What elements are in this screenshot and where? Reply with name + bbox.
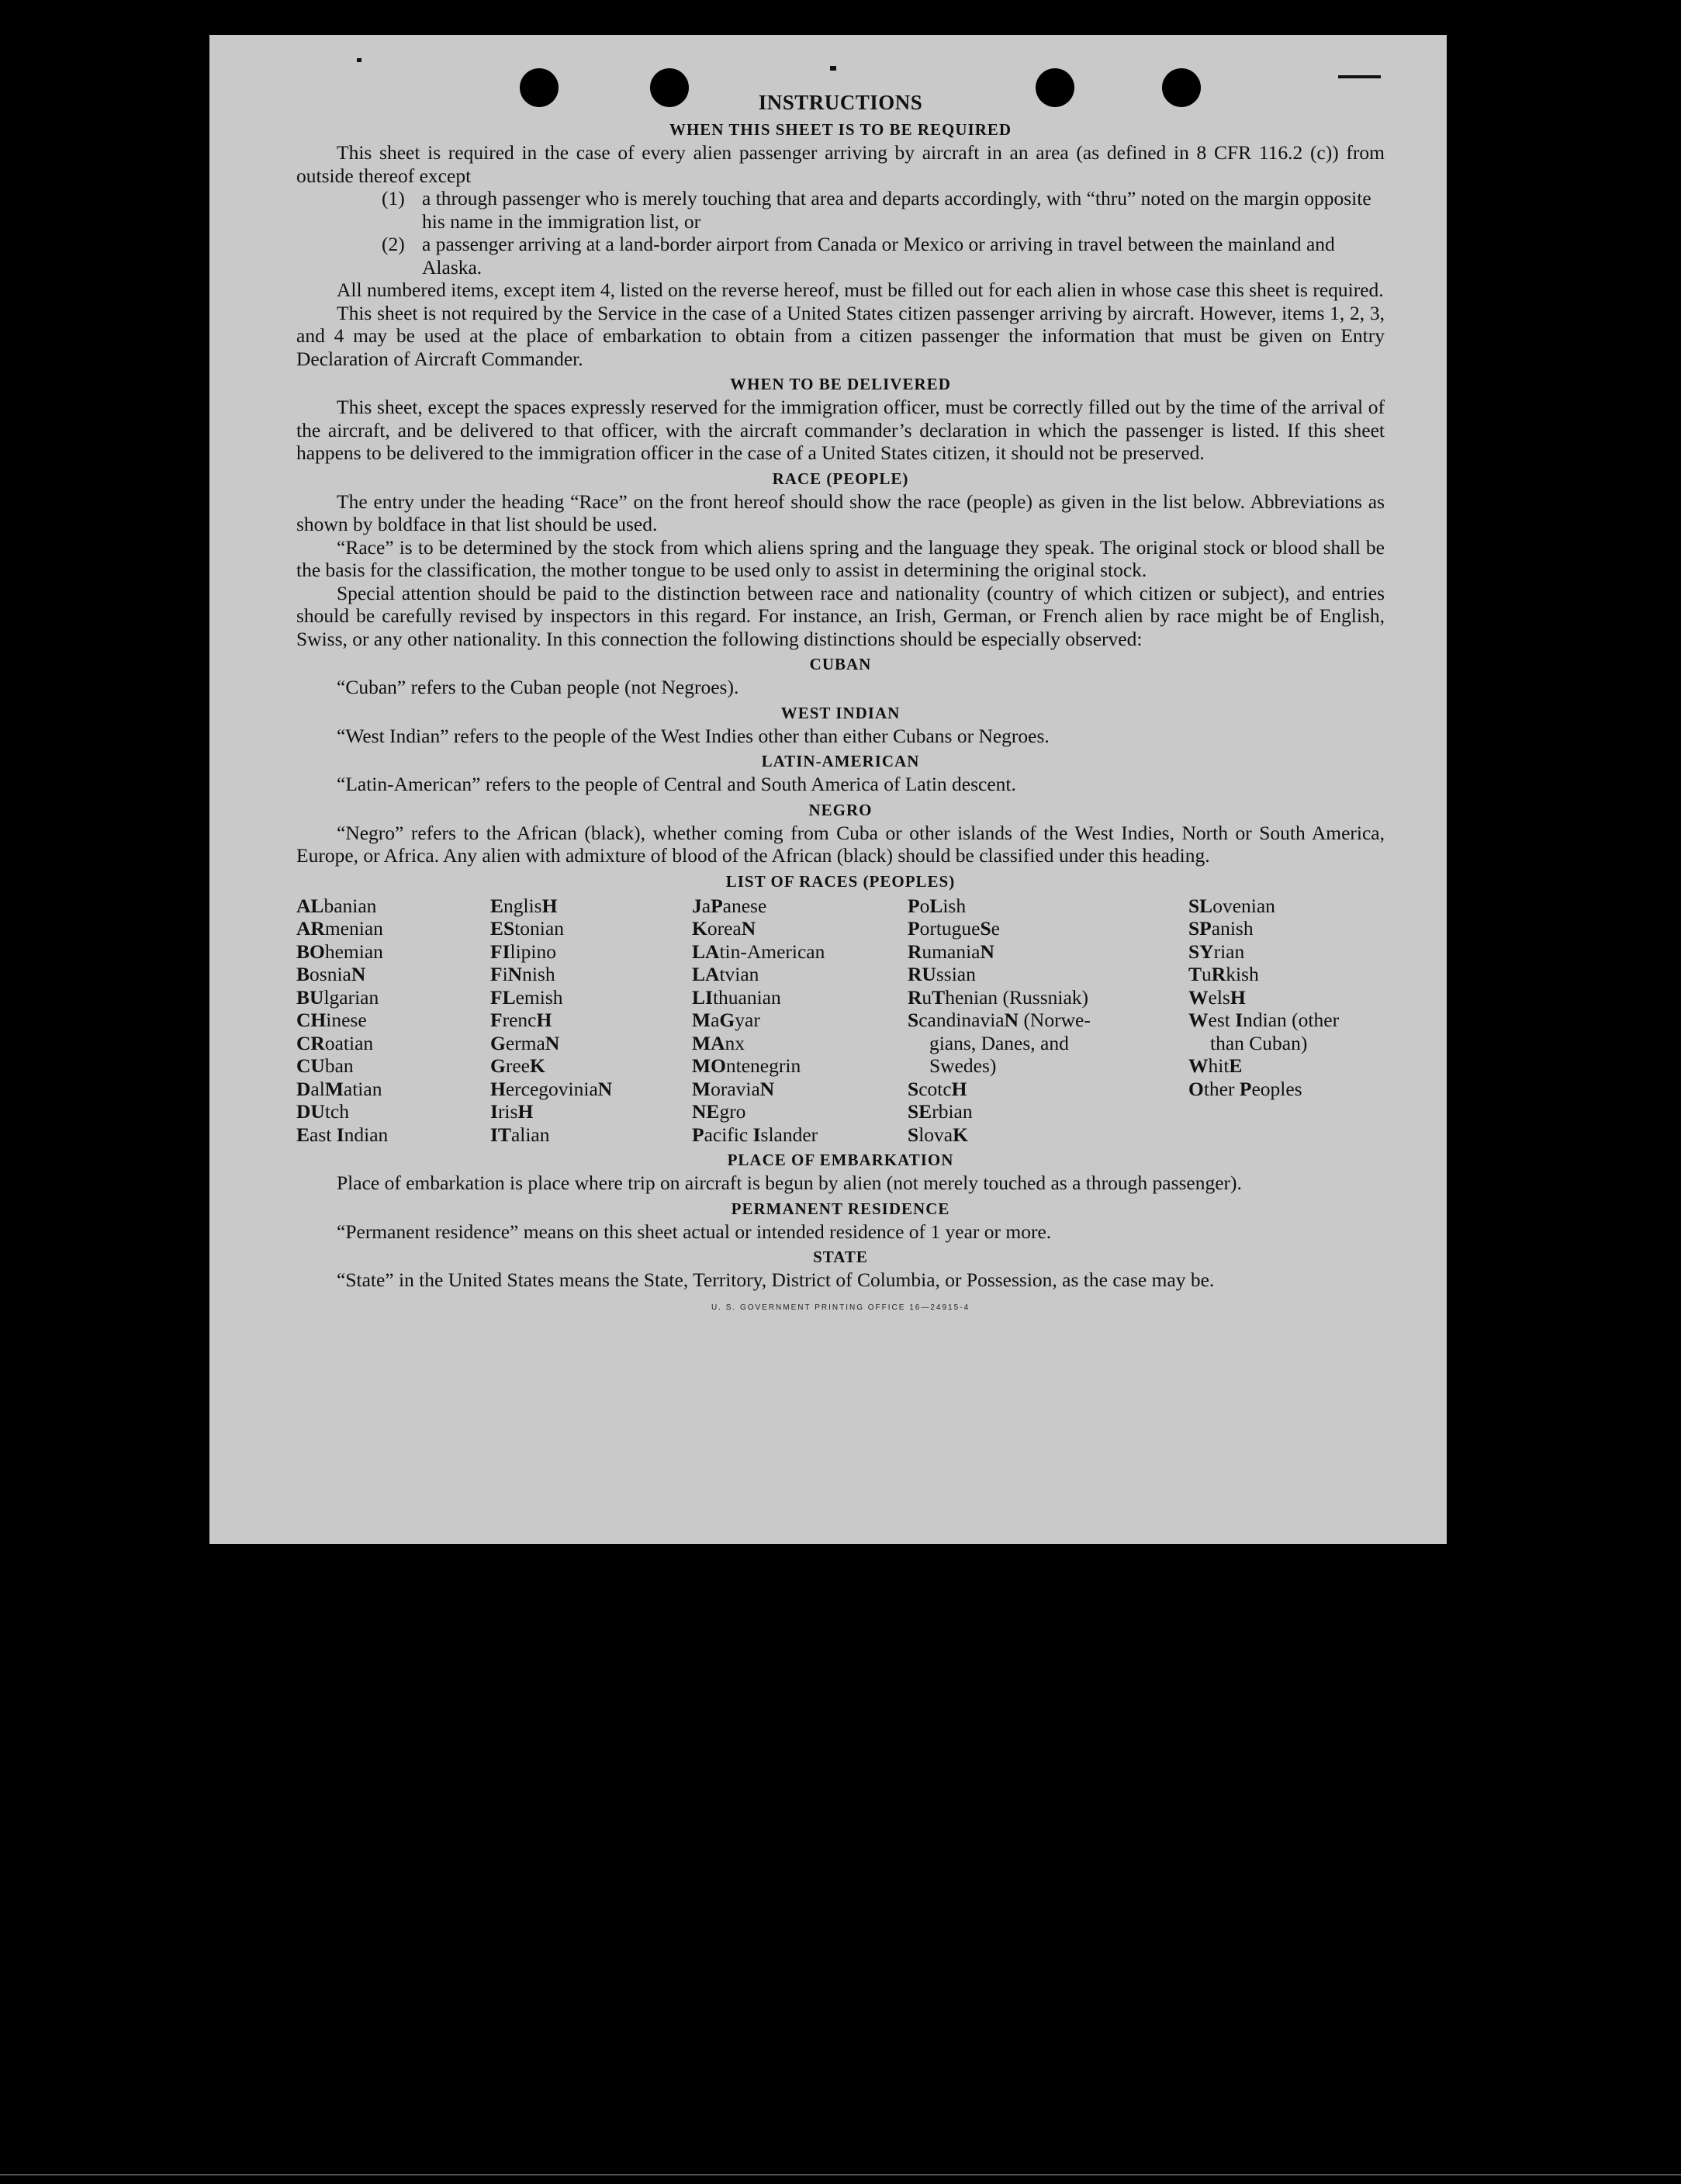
race-entry xyxy=(296,895,490,918)
race-abbrev: IT xyxy=(490,1123,511,1146)
race-text: osnia xyxy=(310,963,351,985)
race-text: al xyxy=(310,1077,325,1100)
race-text: ban xyxy=(324,1054,354,1077)
race-text: candinavia xyxy=(918,1009,1005,1031)
race-entry xyxy=(908,1078,1188,1101)
page-title: INSTRUCTIONS xyxy=(758,91,923,114)
races-column xyxy=(296,895,490,1147)
race-abbrev: LA xyxy=(692,940,720,963)
race-entry xyxy=(1188,940,1382,964)
race-abbrev: F xyxy=(490,1009,503,1031)
race-entry xyxy=(908,1123,1188,1147)
race-abbrev: S xyxy=(908,1123,919,1146)
race-abbrev: CU xyxy=(296,1054,325,1077)
race-abbrev: K xyxy=(692,917,707,940)
race-entry xyxy=(296,917,490,940)
paragraph: All numbered items, except item 4, listed on the reverse hereof, must be filled out for each alien in whose case this sheet is required. xyxy=(337,279,1384,301)
race-abbrev: MO xyxy=(692,1054,726,1077)
race-entry xyxy=(490,1078,692,1101)
paragraph: This sheet is not required by the Service in the case of a United States citizen passenger arriving by aircraft. However, items 1, 2, 3, and 4 may be used at the place of embarkation to obtain from a citizen passenger the information that must be given on Entry Declaration of Aircraft Commander. xyxy=(296,301,1385,370)
race-entry xyxy=(692,986,908,1009)
race-text: ree xyxy=(505,1054,530,1077)
race-text: ercegovinia xyxy=(505,1077,598,1100)
race-entry xyxy=(490,1054,692,1078)
list-item xyxy=(382,187,1385,233)
races-column xyxy=(692,895,908,1147)
section-heading-negro: NEGRO xyxy=(808,800,873,819)
race-abbrev: K xyxy=(529,1054,545,1077)
race-entry xyxy=(1188,917,1382,940)
race-abbrev: F xyxy=(490,963,503,985)
section-heading-latin-american: LATIN-AMERICAN xyxy=(761,752,920,770)
race-entry xyxy=(490,1100,692,1123)
race-abbrev: H xyxy=(536,1009,552,1031)
race-text: oravia xyxy=(711,1077,760,1100)
races-column xyxy=(908,895,1188,1147)
race-abbrev: N xyxy=(351,963,366,985)
race-abbrev: T xyxy=(1188,963,1202,985)
punch-hole-4 xyxy=(1162,68,1201,107)
race-abbrev: P xyxy=(692,1123,704,1146)
race-abbrev: AL xyxy=(296,894,324,917)
race-abbrev: H xyxy=(951,1077,967,1100)
race-abbrev: AR xyxy=(296,917,325,940)
race-text: emish xyxy=(515,985,563,1009)
race-entry xyxy=(490,895,692,918)
paragraph: “State” in the United States means the State, Territory, District of Columbia, or Possession, as the case may be. xyxy=(337,1269,1215,1291)
race-text: rian xyxy=(1213,940,1245,963)
race-text: than Cuban) xyxy=(1210,1031,1308,1054)
race-abbrev: O xyxy=(1188,1077,1204,1100)
printing-office-footer: U. S. GOVERNMENT PRINTING OFFICE 16—24915-4 xyxy=(711,1303,970,1312)
section-heading-delivered: WHEN TO BE DELIVERED xyxy=(730,375,951,393)
race-text: ovenian xyxy=(1212,894,1275,917)
race-abbrev: FL xyxy=(490,985,516,1009)
race-abbrev: W xyxy=(1188,985,1209,1009)
race-text: e xyxy=(991,917,1000,940)
race-text: banian xyxy=(323,894,377,917)
race-text: thuanian xyxy=(712,985,781,1009)
race-abbrev: DU xyxy=(296,1100,325,1123)
race-abbrev: G xyxy=(490,1054,506,1077)
paragraph: This sheet, except the spaces expressly reserved for the immigration officer, must be correctly filled out by the time of the arrival of the aircraft, and be delivered to that officer, with the aircraft commander’s declaration in which the passenger is listed. If this sheet happens to be delivered to the immigration officer in the case of a United States citizen, it should not be preserved. xyxy=(296,396,1385,464)
race-entry xyxy=(1188,986,1382,1009)
race-abbrev: S xyxy=(908,1009,919,1031)
race-text: ntenegrin xyxy=(725,1054,801,1077)
race-abbrev: SY xyxy=(1188,940,1214,963)
race-text: rbian xyxy=(932,1100,973,1123)
race-text: est xyxy=(1208,1009,1236,1031)
item-text: a through passenger who is merely touching that area and departs accordingly, with “thru” noted on the margin opposite his name in the immigration list, or xyxy=(422,187,1371,233)
race-text: ndian (other xyxy=(1243,1009,1340,1031)
race-text: o xyxy=(919,894,930,917)
race-abbrev: R xyxy=(1211,963,1226,985)
race-entry xyxy=(490,940,692,964)
race-entry xyxy=(296,1054,490,1078)
race-abbrev: G xyxy=(490,1031,506,1054)
race-text: tch xyxy=(324,1100,349,1123)
race-text: tvian xyxy=(719,963,759,985)
race-abbrev: J xyxy=(692,894,702,917)
race-text: inese xyxy=(326,1009,367,1031)
race-text: gians, Danes, and xyxy=(929,1031,1069,1054)
race-text: lipino xyxy=(510,940,557,963)
race-text: a xyxy=(711,1009,720,1031)
race-abbrev: N xyxy=(545,1031,560,1054)
section-heading-race: RACE (PEOPLE) xyxy=(772,469,909,488)
scan-speck xyxy=(1338,75,1381,78)
race-abbrev: T xyxy=(932,985,946,1009)
scan-speck xyxy=(830,66,836,71)
race-text: a xyxy=(701,894,711,917)
race-abbrev: K xyxy=(953,1123,968,1146)
race-entry xyxy=(1188,1032,1382,1055)
paragraph: “Permanent residence” means on this sheet actual or intended residence of 1 year or more. xyxy=(337,1220,1052,1243)
race-abbrev: S xyxy=(980,917,991,940)
race-text: ortugue xyxy=(919,917,981,940)
race-abbrev: BU xyxy=(296,985,324,1009)
race-text: menian xyxy=(324,917,383,940)
race-text: tonian xyxy=(514,917,564,940)
race-abbrev: SL xyxy=(1188,894,1213,917)
race-text: alian xyxy=(510,1123,550,1146)
race-abbrev: H xyxy=(517,1100,534,1123)
race-abbrev: I xyxy=(490,1100,498,1123)
race-text: gro xyxy=(719,1100,746,1123)
race-entry xyxy=(908,940,1188,964)
race-abbrev: BO xyxy=(296,940,325,963)
race-text: ris xyxy=(497,1100,518,1123)
paragraph: This sheet is required in the case of every alien passenger arriving by aircraft in an area (as defined in 8 CFR 116.2 (c)) from outside thereof except xyxy=(296,141,1385,187)
race-entry xyxy=(296,1009,490,1032)
item-text: a passenger arriving at a land-border airport from Canada or Mexico or arriving in travel between the mainland and Alaska. xyxy=(422,233,1335,279)
race-abbrev: E xyxy=(296,1123,310,1146)
section-heading-required: WHEN THIS SHEET IS TO BE REQUIRED xyxy=(669,120,1012,139)
race-text: renc xyxy=(502,1009,537,1031)
race-entry xyxy=(490,1032,692,1055)
race-abbrev: R xyxy=(908,940,922,963)
race-text: ther xyxy=(1203,1077,1240,1100)
race-abbrev: E xyxy=(1229,1054,1243,1077)
scan-speck xyxy=(357,58,361,62)
paragraph: Place of embarkation is place where trip on aircraft is begun by alien (not merely touched as a through passenger). xyxy=(337,1172,1242,1194)
race-abbrev: P xyxy=(908,894,920,917)
race-entry xyxy=(908,1032,1188,1055)
race-text: yar xyxy=(735,1009,760,1031)
race-entry xyxy=(1188,1078,1382,1101)
race-abbrev: I xyxy=(752,1123,761,1146)
race-text: ish xyxy=(943,894,967,917)
race-text: hit xyxy=(1208,1054,1230,1077)
race-text: slander xyxy=(760,1123,818,1146)
race-abbrev: SE xyxy=(908,1100,932,1123)
paragraph: “Cuban” refers to the Cuban people (not Negroes). xyxy=(337,676,739,698)
race-text: cotc xyxy=(918,1077,952,1100)
paragraph: “Latin-American” refers to the people of Central and South America of Latin descent. xyxy=(337,773,1016,795)
item-number: (1) xyxy=(382,187,405,209)
race-entry xyxy=(908,1100,1188,1123)
race-text: lgarian xyxy=(323,985,379,1009)
race-text: ndian xyxy=(344,1123,389,1146)
race-text: atian xyxy=(343,1077,382,1100)
race-entry xyxy=(490,917,692,940)
race-entry xyxy=(692,963,908,986)
paragraph: The entry under the heading “Race” on the front hereof should show the race (people) as given in the list below. Abbreviations as shown by boldface in that list should be used. xyxy=(296,490,1385,535)
race-abbrev: N xyxy=(741,917,756,940)
race-abbrev: H xyxy=(1230,985,1246,1009)
race-text: anish xyxy=(1211,917,1254,940)
paragraph: “West Indian” refers to the people of the West Indies other than either Cubans or Negroes. xyxy=(337,724,1050,747)
race-text: Swedes) xyxy=(929,1054,997,1077)
race-text: nglis xyxy=(503,894,542,917)
race-entry xyxy=(296,1078,490,1101)
race-text: orea xyxy=(707,917,742,940)
race-abbrev: MA xyxy=(692,1031,725,1054)
race-entry xyxy=(692,1032,908,1055)
race-text: hemian xyxy=(324,940,383,963)
paragraph: “Race” is to be determined by the stock from which aliens spring and the language they speak. The original stock or blood shall be the basis for the classification, the mother tongue to be used only to assist in determining the original stock. xyxy=(296,535,1385,581)
race-abbrev: B xyxy=(296,963,310,985)
race-entry xyxy=(908,963,1188,986)
scan-edge-line xyxy=(0,2174,1681,2175)
race-abbrev: N xyxy=(1004,1009,1019,1031)
race-abbrev: H xyxy=(541,894,558,917)
race-abbrev: S xyxy=(908,1077,919,1100)
race-abbrev: SP xyxy=(1188,917,1212,940)
race-text: tin-American xyxy=(719,940,825,963)
race-text: anese xyxy=(722,894,767,917)
punch-hole-3 xyxy=(1036,68,1074,107)
race-entry xyxy=(692,1100,908,1123)
race-abbrev: NE xyxy=(692,1100,720,1123)
punch-hole-1 xyxy=(520,68,559,107)
race-text: i xyxy=(502,963,508,985)
race-abbrev: CH xyxy=(296,1009,327,1031)
race-abbrev: N xyxy=(980,940,994,963)
race-entry xyxy=(908,917,1188,940)
race-abbrev: W xyxy=(1188,1009,1209,1031)
race-abbrev: M xyxy=(692,1077,711,1100)
race-abbrev: ES xyxy=(490,917,515,940)
race-text: oatian xyxy=(324,1031,374,1054)
race-entry xyxy=(692,917,908,940)
race-entry xyxy=(296,963,490,986)
punch-hole-2 xyxy=(650,68,689,107)
race-entry xyxy=(908,986,1188,1009)
section-heading-cuban: CUBAN xyxy=(809,655,872,673)
race-abbrev: M xyxy=(324,1077,344,1100)
race-entry xyxy=(296,1032,490,1055)
race-entry xyxy=(490,963,692,986)
list-item xyxy=(382,233,1385,279)
race-entry xyxy=(908,895,1188,918)
race-abbrev: N xyxy=(507,963,523,985)
race-entry xyxy=(1188,963,1382,986)
race-text: erma xyxy=(505,1031,545,1054)
races-column xyxy=(1188,895,1382,1147)
race-entry xyxy=(296,1100,490,1123)
race-text: (Norwe- xyxy=(1019,1009,1091,1031)
race-entry xyxy=(692,940,908,964)
race-text: ssian xyxy=(936,963,976,985)
race-entry xyxy=(1188,1054,1382,1078)
section-heading-state: STATE xyxy=(813,1248,868,1266)
race-entry xyxy=(1188,1009,1382,1032)
race-text: kish xyxy=(1226,963,1259,985)
section-heading-west-indian: WEST INDIAN xyxy=(780,703,901,722)
races-list xyxy=(296,895,1385,1147)
race-entry xyxy=(908,1009,1188,1032)
race-entry xyxy=(490,1123,692,1147)
race-abbrev: H xyxy=(490,1077,506,1100)
race-abbrev: RU xyxy=(908,963,936,985)
race-abbrev: R xyxy=(908,985,922,1009)
race-abbrev: E xyxy=(490,894,504,917)
race-entry xyxy=(490,1009,692,1032)
race-entry xyxy=(490,986,692,1009)
race-abbrev: N xyxy=(597,1077,613,1100)
race-entry xyxy=(692,1009,908,1032)
races-column xyxy=(490,895,692,1147)
paragraph: Special attention should be paid to the distinction between race and nationality (country of which citizen or subject), and entries should be carefully revised by inspectors in this regard. For instance, an Irish, German, or French alien by race might be of English, Swiss, or any other nationality. In this connection the following distinctions should be especially observed: xyxy=(296,581,1385,650)
race-text: umania xyxy=(922,940,981,963)
section-heading-residence: PERMANENT RESIDENCE xyxy=(731,1199,950,1218)
race-entry xyxy=(1188,895,1382,918)
race-abbrev: FI xyxy=(490,940,510,963)
race-entry xyxy=(692,1054,908,1078)
race-entry xyxy=(296,940,490,964)
race-entry xyxy=(908,1054,1188,1078)
race-text: acific xyxy=(704,1123,753,1146)
race-abbrev: I xyxy=(336,1123,344,1146)
race-text: nish xyxy=(522,963,555,985)
race-abbrev: G xyxy=(719,1009,735,1031)
race-abbrev: LI xyxy=(692,985,713,1009)
race-text: nx xyxy=(725,1031,745,1054)
race-abbrev: LA xyxy=(692,963,720,985)
race-abbrev: P xyxy=(711,894,723,917)
race-text: henian (Russniak) xyxy=(945,985,1089,1009)
section-heading-list-of-races: LIST OF RACES (PEOPLES) xyxy=(725,871,956,891)
item-number: (2) xyxy=(382,233,405,255)
race-entry xyxy=(296,1123,490,1147)
race-abbrev: I xyxy=(1235,1009,1243,1031)
race-entry xyxy=(296,986,490,1009)
race-text: ast xyxy=(310,1123,337,1146)
race-text: els xyxy=(1208,985,1230,1009)
race-entry xyxy=(692,895,908,918)
race-abbrev: CR xyxy=(296,1031,325,1054)
race-abbrev: L xyxy=(929,894,943,917)
race-abbrev: N xyxy=(759,1077,775,1100)
race-entry xyxy=(692,1078,908,1101)
paragraph: “Negro” refers to the African (black), whether coming from Cuba or other islands of the West Indies, North or South America, Europe, or Africa. Any alien with admixture of blood of the African (black) should be classified under this heading. xyxy=(296,821,1385,867)
race-abbrev: W xyxy=(1188,1054,1209,1077)
race-text: u xyxy=(1202,963,1212,985)
race-abbrev: M xyxy=(692,1009,711,1031)
race-abbrev: P xyxy=(908,917,920,940)
race-abbrev: D xyxy=(296,1077,311,1100)
race-text: u xyxy=(922,985,932,1009)
race-abbrev: P xyxy=(1239,1077,1252,1100)
section-heading-embarkation: PLACE OF EMBARKATION xyxy=(727,1151,954,1169)
race-text: eoples xyxy=(1251,1077,1302,1100)
instruction-sheet xyxy=(209,35,1447,1544)
race-entry xyxy=(692,1123,908,1147)
race-text: lova xyxy=(918,1123,953,1146)
